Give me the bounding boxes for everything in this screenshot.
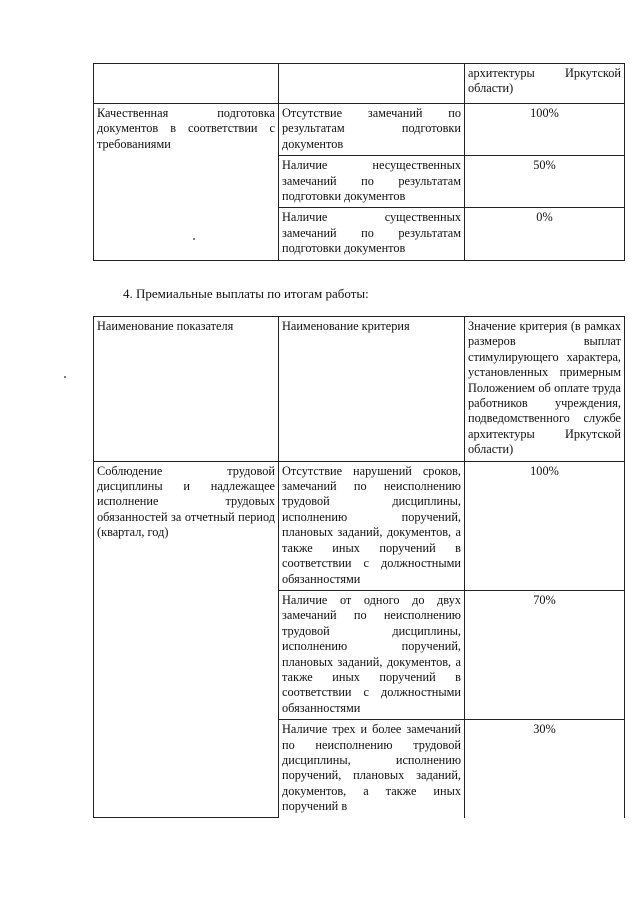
table-header-row [94, 317, 625, 462]
criterion-value-cell: 100% [465, 104, 625, 156]
scan-speck [64, 376, 66, 378]
criterion-value-cell: 100% [465, 461, 625, 590]
indicator-cell: Соблюдение трудовой дисциплины и надлежащее исполнение трудовых обязанностей за отчетный период (квартал, год) [94, 461, 279, 817]
header-indicator: Наименование показателя [94, 317, 279, 462]
criterion-cell: Отсутствие замечаний по результатам подготовки документов [279, 104, 465, 156]
indicator-cell: Качественная подготовка документов в соответствии с требованиями [94, 104, 279, 261]
criterion-cell: Наличие трех и более замечаний по неисполнению трудовой дисциплины, исполнению поручений, плановых заданий, документов, а также иных поручений в [279, 720, 465, 818]
header-criterion: Наименование критерия [279, 317, 465, 462]
criterion-cell: Отсутствие нарушений сроков, замечаний по неисполнению трудовой дисциплины, исполнению поручений, плановых заданий, документов, а также иных поручений в соответствии с должностными обязанностями [279, 461, 465, 590]
criterion-value-cell: 50% [465, 156, 625, 208]
criteria-table-premium [93, 316, 625, 818]
criterion-value-cell: 70% [465, 590, 625, 719]
continuation-value-cell: архитектуры Иркутской области) [465, 64, 625, 104]
criterion-value-cell: 30% [465, 720, 625, 818]
section-heading: 4. Премиальные выплаты по итогам работы: [123, 286, 369, 301]
criterion-cell: Наличие несущественных замечаний по результатам подготовки документов [279, 156, 465, 208]
table-cell-empty [94, 64, 279, 104]
criterion-value-cell: 0% [465, 208, 625, 260]
criterion-cell: Наличие от одного до двух замечаний по неисполнению трудовой дисциплины, исполнению поручений, плановых заданий, документов, а также иных поручений в соответствии с должностными обязанностями [279, 590, 465, 719]
criteria-table-quality [93, 63, 625, 261]
table-row [94, 104, 625, 156]
table-row [94, 64, 625, 104]
table-cell-empty [279, 64, 465, 104]
header-value: Значение критерия (в рамках размеров выплат стимулирующего характера, установленных примерным Положением об оплате труда работников учреждения, подведомственного службе архитектуры Иркутской области) [465, 317, 625, 462]
scan-speck [193, 238, 195, 240]
table-row [94, 461, 625, 590]
criterion-cell: Наличие существенных замечаний по результатам подготовки документов [279, 208, 465, 260]
